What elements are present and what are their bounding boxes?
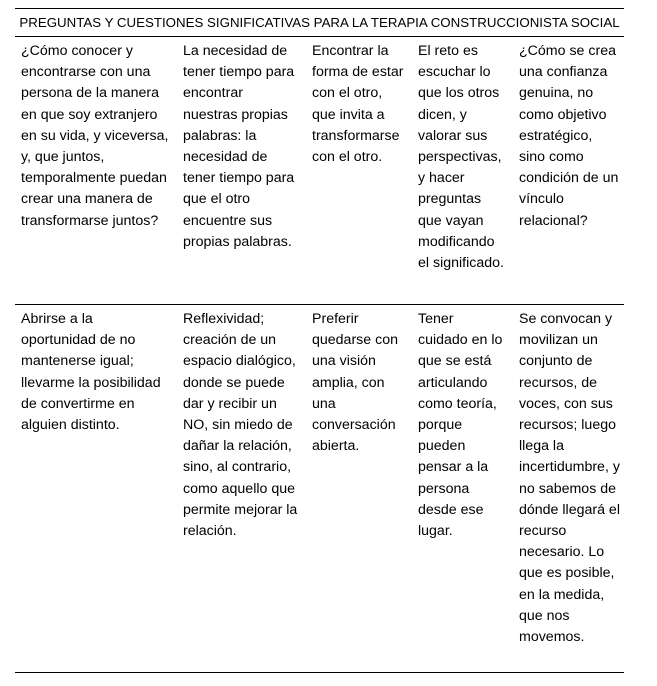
table-cell: La necesidad de tener tiempo para encontrar nuestras propias palabras: la necesidad de tener tiempo para que el otro encuentre sus propias palabras. bbox=[183, 43, 295, 250]
table-cell: ¿Cómo se crea una confianza genuina, no como objetivo estratégico, sino como condición de un vínculo relacional? bbox=[519, 43, 619, 229]
table-cell: Encontrar la forma de estar con el otro, que invita a transformarse con el otro. bbox=[312, 43, 404, 166]
table-cell: Preferir quedarse con una visión amplia, con una conversación abierta. bbox=[312, 311, 398, 455]
table-cell: Reflexividad; creación de un espacio dialógico, donde se puede dar y recibir un NO, sin miedo de dañar la relación, sino, al contrario, como aquello que permite mejorar la relación. bbox=[183, 311, 298, 540]
document-table bbox=[15, 8, 624, 673]
table-row bbox=[15, 37, 624, 305]
table-row bbox=[15, 305, 624, 673]
table-cell: ¿Cómo conocer y encontrarse con una persona de la manera en que soy extranjero en su vida, y viceversa, y, que juntos, temporalmente puedan crear una manera de transformarse juntos? bbox=[21, 43, 169, 229]
table-cell: Tener cuidado en lo que se está articulando como teoría, porque pueden pensar a la persona desde ese lugar. bbox=[418, 311, 503, 540]
table-cell: El reto es escuchar lo que los otros dicen, y valorar sus perspectivas, y hacer preguntas que vayan modificando el significado. bbox=[418, 43, 504, 272]
table-cell: Abrirse a la oportunidad de no mantenerse igual; llevarme la posibilidad de convertirme en alguien distinto. bbox=[21, 311, 161, 434]
table-cell: Se convocan y movilizan un conjunto de recursos, de voces, con sus recursos; luego llega la incertidumbre, y no sabemos de dónde llegará el recurso necesario. Lo que es posible, en la medida, que nos movemos. bbox=[519, 311, 620, 646]
table-title: PREGUNTAS Y CUESTIONES SIGNIFICATIVAS PARA LA TERAPIA CONSTRUCCIONISTA SOCIAL bbox=[15, 8, 624, 37]
